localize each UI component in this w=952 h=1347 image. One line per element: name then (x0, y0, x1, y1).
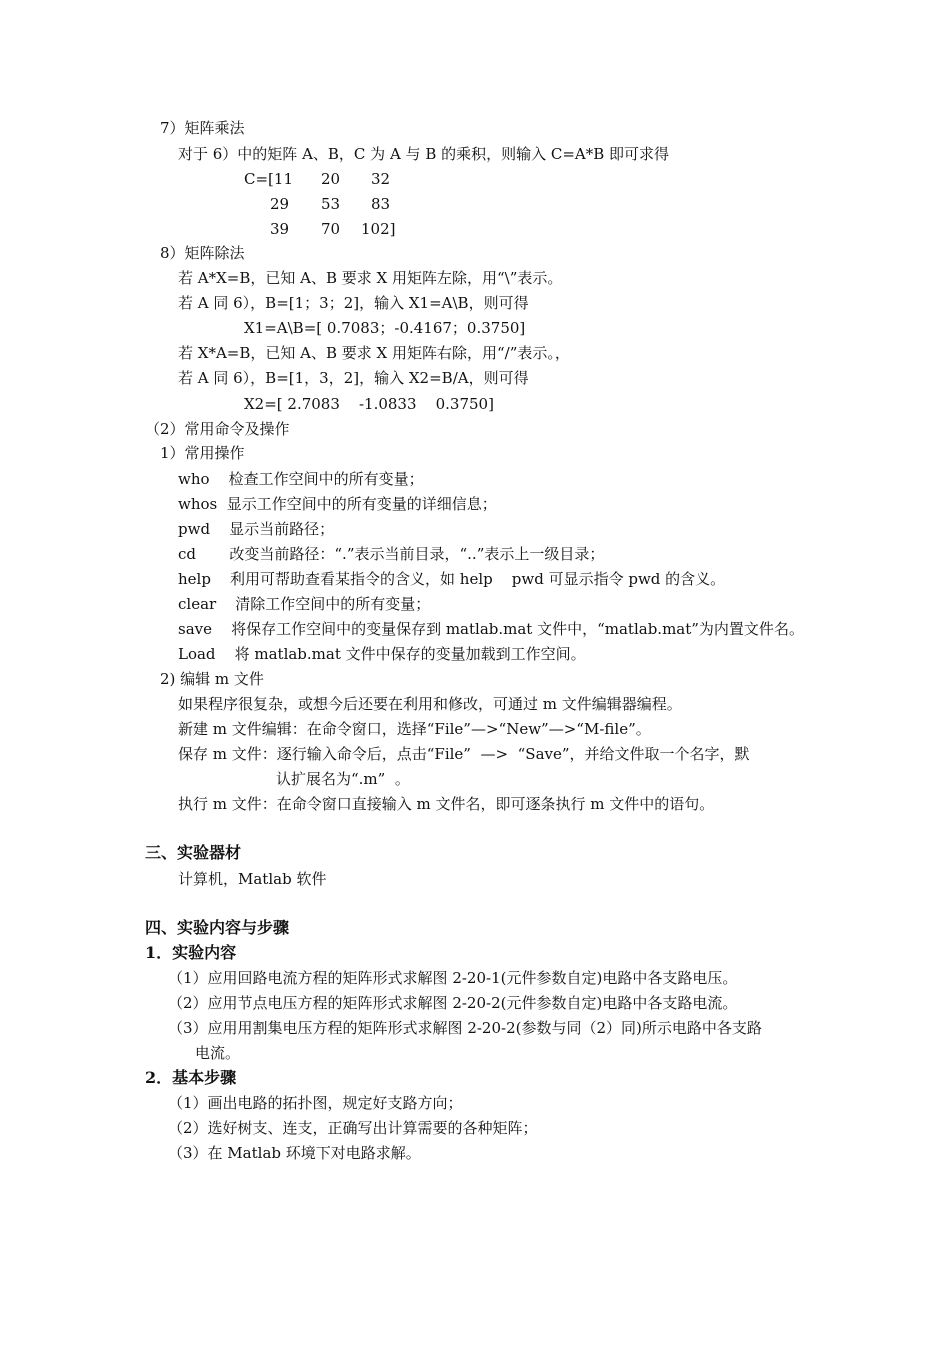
result-line: X2=[ 2.7083 -1.0833 0.3750] (244, 395, 494, 413)
section-heading: 8）矩阵除法 (160, 244, 245, 262)
list-item: （2）选好树支、连支，正确写出计算需要的各种矩阵； (168, 1119, 538, 1137)
list-item: （1）应用回路电流方程的矩阵形式求解图 2-20-1(元件参数自定)电路中各支路电压。 (168, 969, 738, 987)
matrix-cell: 32 (371, 170, 391, 188)
section-heading: 三、实验器材 (145, 843, 242, 862)
command-item: help 利用可帮助查看某指令的含义，如 help pwd 可显示指令 pwd 的含义。 (178, 570, 726, 588)
matrix-cell: 102] (361, 220, 396, 238)
paragraph: 若 A 同 6），B=[1，3，2]，输入 X2=B/A，则可得 (178, 369, 529, 387)
matrix-cell: C=[11 (244, 170, 293, 188)
paragraph: 若 X*A=B，已知 A、B 要求 X 用矩阵右除，用“/”表示。， (178, 344, 570, 362)
section-heading: 7）矩阵乘法 (160, 119, 245, 137)
list-item: （1）画出电路的拓扑图，规定好支路方向； (168, 1094, 463, 1112)
paragraph: 保存 m 文件：逐行输入命令后，点击“File” —> “Save”，并给文件取一个名字，默 (178, 745, 750, 763)
matrix-cell: 70 (321, 220, 341, 238)
matrix-cell: 29 (270, 195, 290, 213)
command-item: pwd 显示当前路径； (178, 520, 335, 538)
list-item: （3）在 Matlab 环境下对电路求解。 (168, 1144, 421, 1162)
matrix-cell: 53 (321, 195, 341, 213)
matrix-cell: 20 (321, 170, 341, 188)
paragraph: 对于 6）中的矩阵 A、B，C 为 A 与 B 的乘积，则输入 C=A*B 即可求得 (178, 145, 670, 163)
paragraph: 执行 m 文件：在命令窗口直接输入 m 文件名，即可逐条执行 m 文件中的语句。 (178, 795, 715, 813)
list-item: （3）应用用割集电压方程的矩阵形式求解图 2-20-2(参数与同（2）同)所示电路中各支路 (168, 1019, 762, 1037)
paragraph: 如果程序很复杂，或想今后还要在利用和修改，可通过 m 文件编辑器编程。 (178, 695, 682, 713)
matrix-c (244, 168, 444, 238)
command-item: Load 将 matlab.mat 文件中保存的变量加载到工作空间。 (178, 645, 586, 663)
command-item: who 检查工作空间中的所有变量； (178, 470, 424, 488)
command-item: whos 显示工作空间中的所有变量的详细信息； (178, 495, 497, 513)
paragraph: 新建 m 文件编辑：在命令窗口，选择“File”—>“New”—>“M-file”。 (178, 720, 651, 738)
paragraph: 若 A 同 6），B=[1；3；2]，输入 X1=A\B，则可得 (178, 294, 529, 312)
paragraph: 认扩展名为“.m” 。 (276, 770, 410, 788)
matrix-cell: 39 (270, 220, 290, 238)
section-heading: 四、实验内容与步骤 (145, 918, 290, 937)
subheading: 1．实验内容 (145, 943, 237, 962)
command-item: save 将保存工作空间中的变量保存到 matlab.mat 文件中，“matlab.mat”为内置文件名。 (178, 620, 804, 638)
subheading: 1）常用操作 (160, 444, 245, 462)
command-item: cd 改变当前路径：“.”表示当前目录，“..”表示上一级目录； (178, 545, 605, 563)
result-line: X1=A\B=[ 0.7083；-0.4167；0.3750] (244, 319, 526, 337)
paragraph: 计算机，Matlab 软件 (178, 870, 327, 888)
section-heading: （2）常用命令及操作 (145, 420, 290, 438)
subheading: 2．基本步骤 (145, 1068, 237, 1087)
paragraph: 若 A*X=B，已知 A、B 要求 X 用矩阵左除，用“\”表示。 (178, 269, 563, 287)
matrix-cell: 83 (371, 195, 391, 213)
list-item: （2）应用节点电压方程的矩阵形式求解图 2-20-2(元件参数自定)电路中各支路电流。 (168, 994, 738, 1012)
subheading: 2) 编辑 m 文件 (160, 670, 264, 688)
command-item: clear 清除工作空间中的所有变量； (178, 595, 431, 613)
list-item: 电流。 (195, 1044, 241, 1062)
